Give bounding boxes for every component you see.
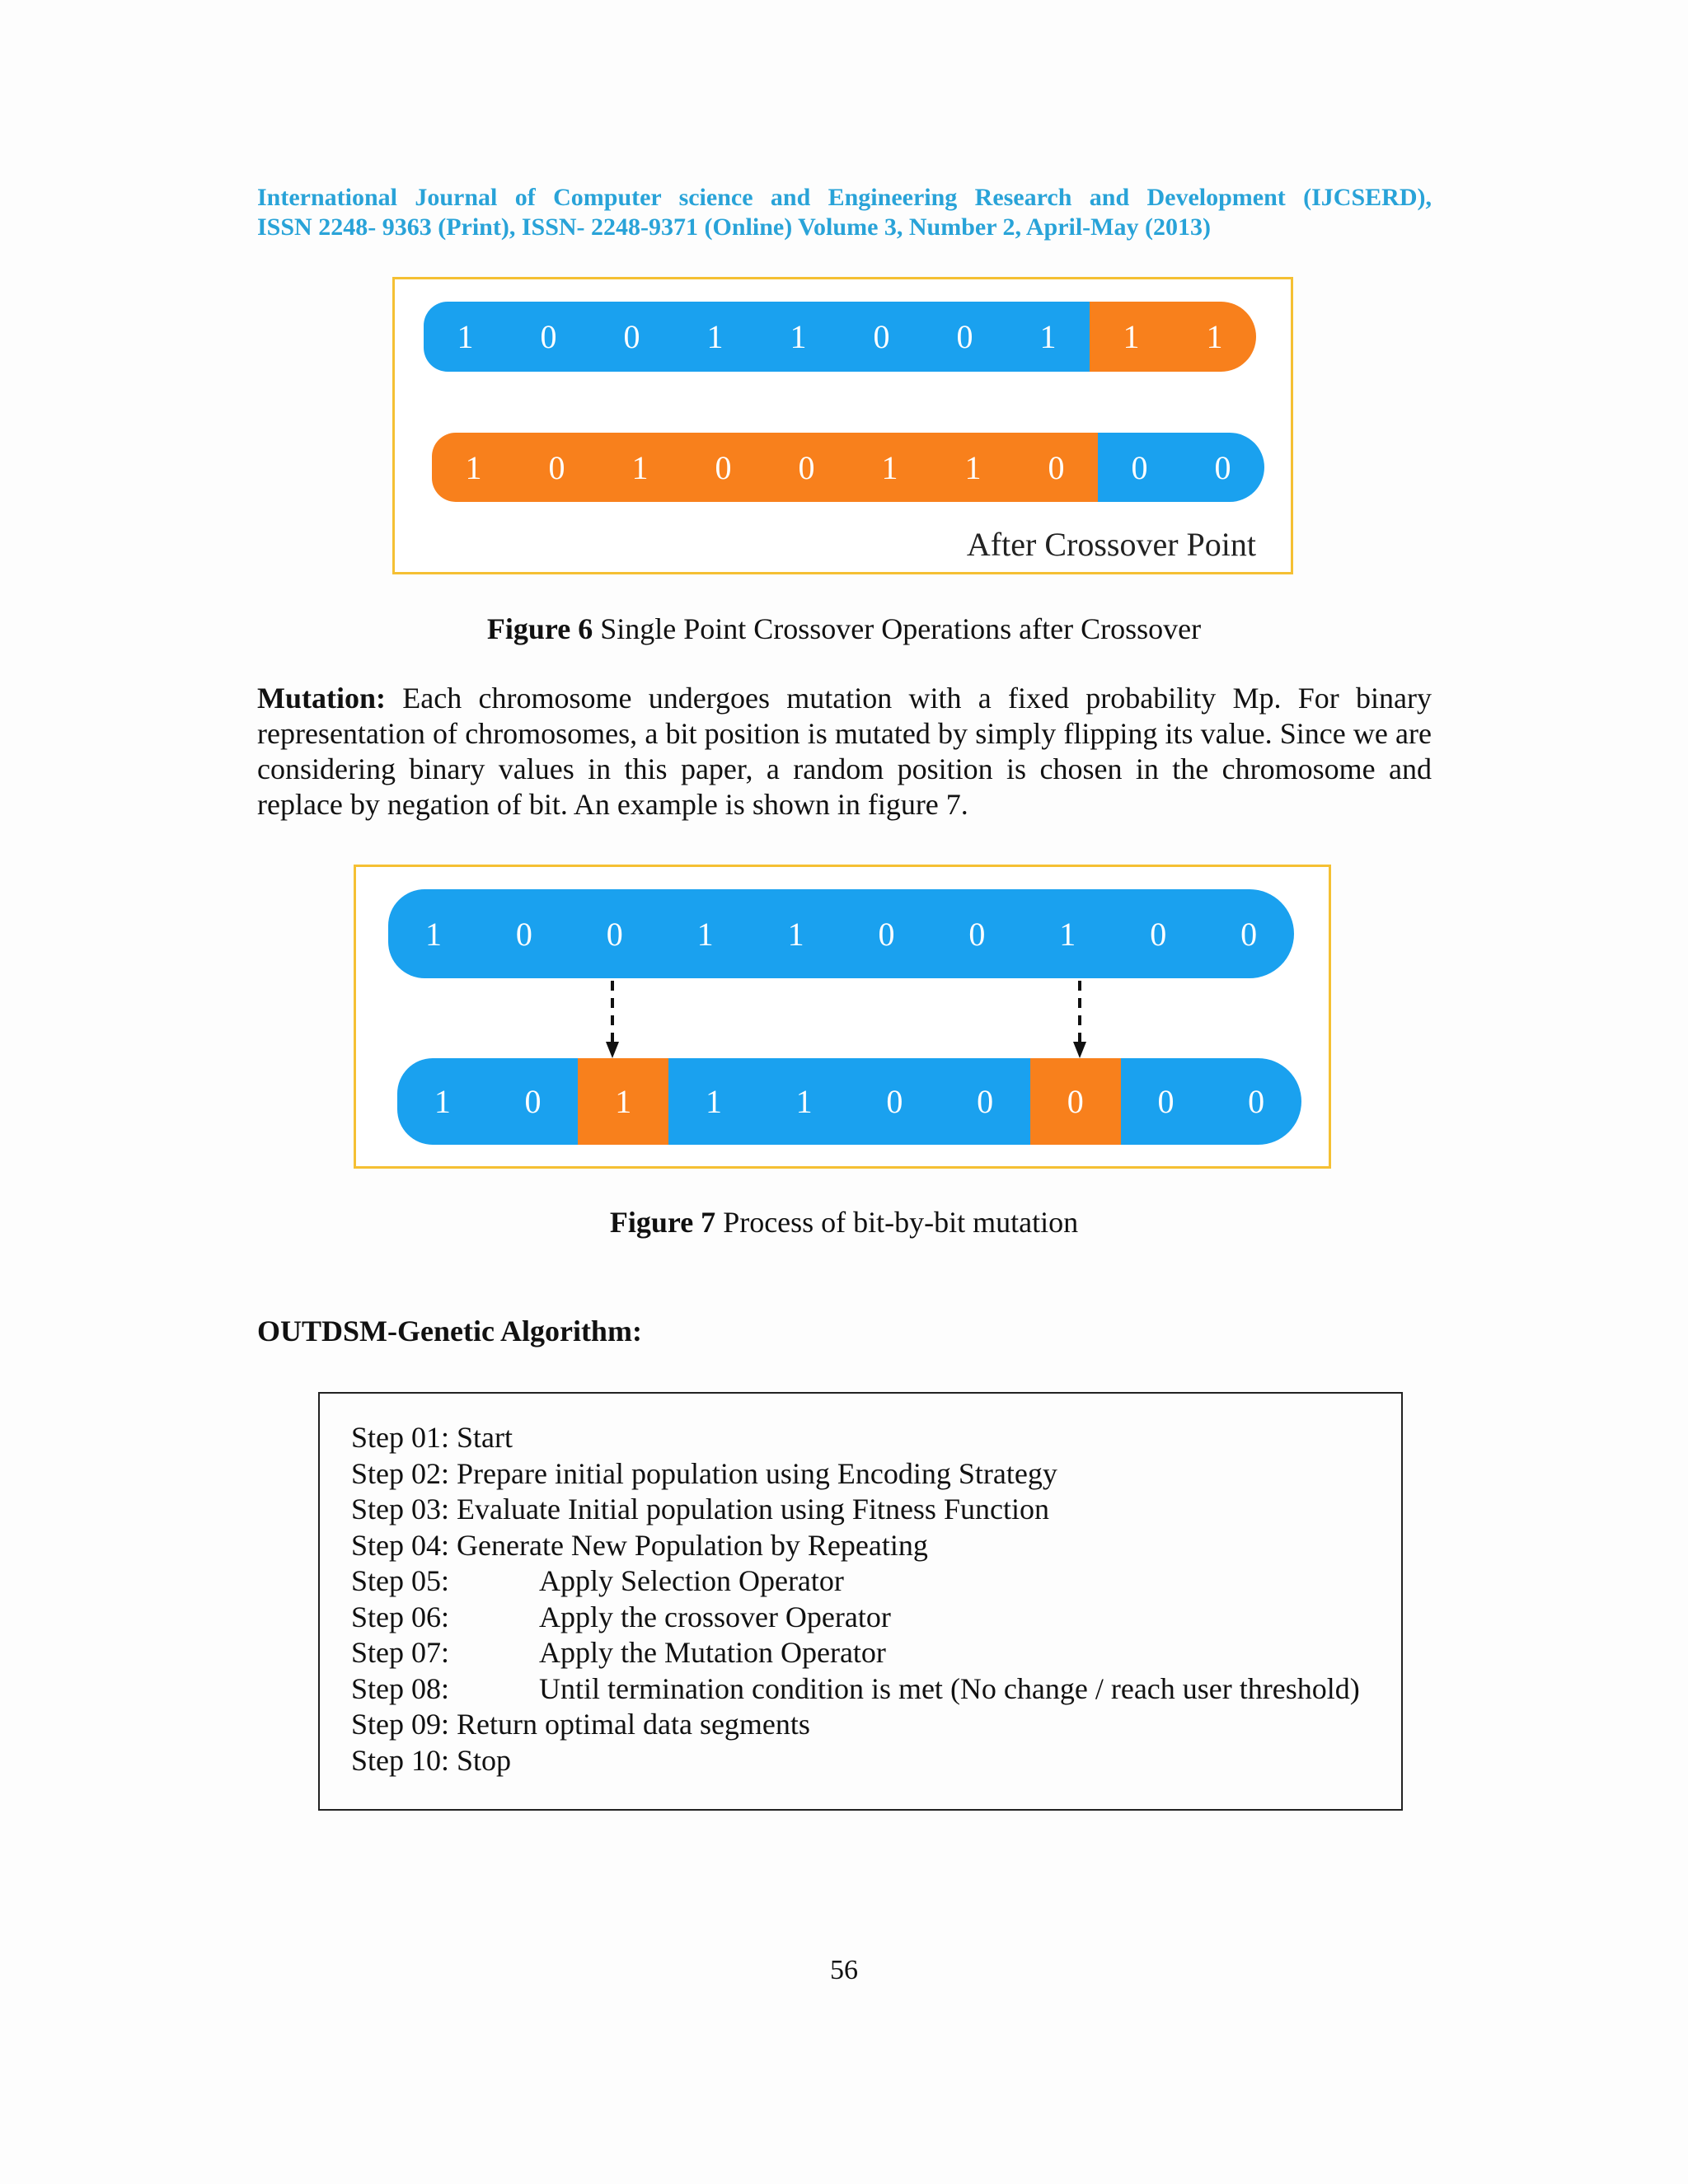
journal-header (257, 183, 1432, 242)
gene-bit: 0 (1113, 889, 1203, 978)
algorithm-box (318, 1392, 1403, 1811)
gene-bit: 1 (673, 302, 757, 372)
gene-bit: 1 (424, 302, 507, 372)
gene-bit: 1 (668, 1058, 759, 1145)
gene-bit: 1 (1006, 302, 1090, 372)
gene-bit: 1 (931, 433, 1015, 502)
gene-bit: 1 (1090, 302, 1173, 372)
crossover-chromosome-1 (424, 302, 1256, 372)
gene-bit: 1 (397, 1058, 488, 1145)
mutation-paragraph (257, 681, 1432, 823)
figure-7 (354, 865, 1331, 1169)
journal-header-line2: ISSN 2248- 9363 (Print), ISSN- 2248-9371 (Online) Volume 3, Number 2, April-May (2013) (257, 213, 1211, 241)
step-label: Step 06: (351, 1600, 450, 1633)
gene-bit: 1 (1173, 302, 1256, 372)
figure-6-caption-text: Single Point Crossover Operations after Crossover (593, 612, 1202, 645)
gene-bit: 0 (1015, 433, 1098, 502)
gene-bit: 1 (388, 889, 479, 978)
algorithm-step (351, 1563, 1360, 1600)
gene-bit: 0 (590, 302, 673, 372)
algorithm-step (351, 1635, 1360, 1671)
gene-bit: 1 (759, 1058, 850, 1145)
gene-bit: 1 (660, 889, 751, 978)
figure-6-caption-number: Figure 6 (486, 612, 593, 645)
gene-bit: 0 (840, 302, 923, 372)
gene-bit: 0 (842, 889, 932, 978)
step-label: Step 01: (351, 1421, 450, 1454)
gene-bit: 0 (488, 1058, 579, 1145)
figure-7-caption (0, 1205, 1688, 1240)
page-number: 56 (830, 1955, 858, 1985)
gene-bit: 0 (1203, 889, 1294, 978)
step-text: Start (457, 1421, 513, 1454)
gene-bit: 1 (1022, 889, 1113, 978)
gene-bit: 1 (598, 433, 682, 502)
gene-bit: 1 (757, 302, 840, 372)
gene-bit: 1 (848, 433, 931, 502)
algorithm-step (351, 1456, 1360, 1493)
mutation-text: Each chromosome undergoes mutation with a fixed probability Mp. For binary representation of chromosomes, a bit position is mutated by simply flipping its value. Since we are considering binary values in this paper, a random position is chosen in the chromosome and replace by negation of bit. An example is shown in figure 7. (257, 682, 1432, 821)
step-text: Apply Selection Operator (539, 1564, 844, 1597)
figure-6-caption (0, 612, 1688, 646)
step-label: Step 10: (351, 1743, 450, 1777)
step-text: Generate New Population by Repeating (457, 1528, 928, 1562)
gene-bit: 0 (1121, 1058, 1212, 1145)
gene-bit: 0 (923, 302, 1006, 372)
gene-bit: 0 (940, 1058, 1030, 1145)
chromosome-before-mutation (388, 889, 1294, 978)
algorithm-step (351, 1528, 1360, 1564)
step-text: Apply the Mutation Operator (539, 1636, 886, 1669)
mutation-term: Mutation: (257, 682, 386, 715)
crossover-point-label: After Crossover Point (966, 526, 1256, 563)
gene-bit: 0 (1098, 433, 1181, 502)
gene-bit: 0 (765, 433, 848, 502)
step-label: Step 07: (351, 1636, 450, 1669)
step-label: Step 09: (351, 1708, 450, 1741)
gene-bit: 0 (1030, 1058, 1121, 1145)
algorithm-step (351, 1492, 1360, 1528)
step-text: Evaluate Initial population using Fitness Function (457, 1493, 1049, 1526)
gene-bit: 0 (1181, 433, 1264, 502)
step-label: Step 08: (351, 1671, 450, 1705)
step-label: Step 05: (351, 1564, 450, 1597)
step-label: Step 03: (351, 1493, 450, 1526)
step-text: Until termination condition is met (No change / reach user threshold) (539, 1671, 1360, 1705)
algorithm-step (351, 1743, 1360, 1779)
step-label: Step 02: (351, 1456, 450, 1490)
gene-bit: 1 (751, 889, 842, 978)
gene-bit: 0 (515, 433, 598, 502)
algorithm-step (351, 1420, 1360, 1456)
mutation-arrow-icon (604, 977, 621, 1060)
figure-6 (392, 277, 1293, 574)
gene-bit: 1 (432, 433, 515, 502)
algorithm-step (351, 1707, 1360, 1743)
gene-bit: 0 (1211, 1058, 1301, 1145)
step-label: Step 04: (351, 1528, 450, 1562)
figure-7-caption-text: Process of bit-by-bit mutation (715, 1206, 1079, 1239)
algorithm-step (351, 1671, 1360, 1708)
gene-bit: 0 (479, 889, 570, 978)
algorithm-step (351, 1600, 1360, 1636)
figure-7-caption-number: Figure 7 (609, 1206, 716, 1239)
step-text: Stop (457, 1743, 512, 1777)
gene-bit: 0 (931, 889, 1022, 978)
gene-bit: 1 (578, 1058, 668, 1145)
mutation-arrow-icon (1071, 977, 1088, 1060)
step-text: Prepare initial population using Encoding Strategy (457, 1456, 1057, 1490)
gene-bit: 0 (507, 302, 590, 372)
step-text: Apply the crossover Operator (539, 1600, 891, 1633)
gene-bit: 0 (850, 1058, 940, 1145)
journal-header-line1: International Journal of Computer science and Engineering Research and Development (IJCSERD), (257, 184, 1432, 211)
gene-bit: 0 (570, 889, 660, 978)
step-text: Return optimal data segments (457, 1708, 810, 1741)
algorithm-heading: OUTDSM-Genetic Algorithm: (257, 1315, 642, 1347)
gene-bit: 0 (682, 433, 765, 502)
crossover-chromosome-2 (432, 433, 1264, 502)
chromosome-after-mutation (397, 1058, 1301, 1145)
algorithm-steps (351, 1420, 1360, 1779)
